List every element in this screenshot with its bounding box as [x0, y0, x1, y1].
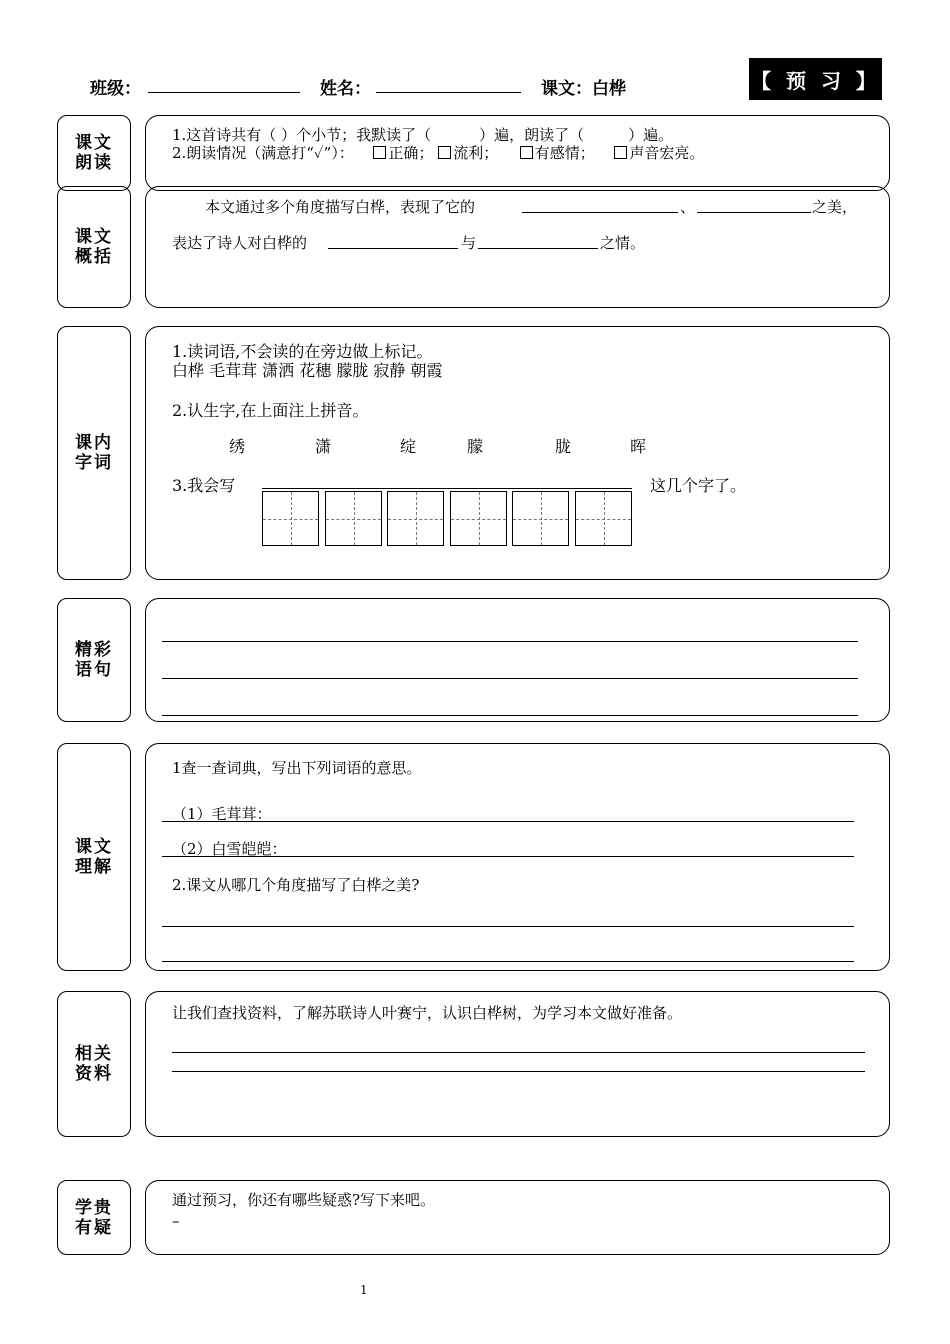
understanding-q1: 1查一查词典，写出下列词语的意思。	[172, 759, 422, 777]
materials-text: 让我们查找资料，了解苏联诗人叶赛宁，认识白桦树，为学习本文做好准备。	[172, 1004, 683, 1022]
reading-q2: 2.朗读情况（满意打“✓”）： 正确； 流利； 有感情； 声音宏亮。	[172, 144, 705, 162]
writing-line[interactable]	[172, 1052, 865, 1053]
section-label-questions: 学贵有疑	[57, 1180, 131, 1255]
writing-line[interactable]	[162, 926, 854, 927]
words-q1: 1.读词语,不会读的在旁边做上标记。	[172, 342, 433, 361]
class-label: 班级：	[90, 79, 141, 99]
writing-cell[interactable]	[262, 491, 319, 546]
understanding-item1: （1）毛茸茸：	[172, 805, 272, 823]
char-3: 绽	[400, 437, 417, 456]
char-2: 潇	[315, 437, 332, 456]
lesson-title: 课文：白桦	[541, 79, 626, 99]
writing-line[interactable]	[162, 715, 858, 716]
writing-cell[interactable]	[325, 491, 382, 546]
char-4: 朦	[467, 437, 484, 456]
words-q3-end: 这几个字了。	[650, 476, 747, 495]
writing-line[interactable]	[162, 821, 854, 822]
char-5: 胧	[555, 437, 572, 456]
writing-line[interactable]	[162, 856, 854, 857]
summary-blank-4[interactable]	[478, 248, 598, 249]
name-input-line[interactable]	[376, 92, 521, 93]
sentences-box	[145, 598, 890, 722]
section-label-summary: 课文概括	[57, 186, 131, 308]
summary-line1-text: 本文通过多个角度描写白桦，表现了它的	[205, 198, 476, 216]
understanding-item2: （2）白雪皑皑：	[172, 840, 287, 858]
questions-dash: –	[172, 1212, 180, 1230]
summary-line2-mid: 与	[461, 234, 477, 252]
writing-grid-topline	[262, 488, 632, 489]
writing-cell[interactable]	[450, 491, 507, 546]
summary-line2-text: 表达了诗人对白桦的	[172, 234, 308, 252]
writing-cell[interactable]	[575, 491, 632, 546]
class-input-line[interactable]	[148, 92, 300, 93]
reading-q1: 1.这首诗共有（ ）个小节；我默读了（ ）遍，朗读了（ ）遍。	[172, 126, 674, 144]
summary-line1-end: 之美，	[812, 198, 858, 216]
words-q3: 3.我会写	[172, 476, 236, 495]
questions-text: 通过预习，你还有哪些疑惑?写下来吧。	[172, 1191, 436, 1209]
understanding-q2: 2.课文从哪几个角度描写了白桦之美?	[172, 876, 420, 894]
words-list: 白桦 毛茸茸 潇洒 花穗 朦胧 寂静 朝霞	[172, 361, 443, 380]
checkbox-loud[interactable]: 声音宏亮。	[614, 144, 704, 162]
writing-line[interactable]	[162, 641, 858, 642]
summary-blank-1[interactable]	[522, 212, 678, 213]
name-label: 姓名：	[320, 79, 371, 99]
writing-line[interactable]	[172, 1071, 865, 1072]
checkbox-correct[interactable]: 正确；	[373, 144, 433, 162]
writing-cell[interactable]	[387, 491, 444, 546]
writing-line[interactable]	[162, 678, 858, 679]
page-number: 1	[360, 1283, 368, 1297]
summary-line2-end: 之情。	[600, 234, 646, 252]
section-label-reading: 课文朗读	[57, 115, 131, 191]
char-6: 晖	[630, 437, 647, 456]
section-label-materials: 相关资料	[57, 991, 131, 1137]
writing-cell[interactable]	[512, 491, 569, 546]
checkbox-emotion[interactable]: 有感情；	[520, 144, 595, 162]
writing-line[interactable]	[162, 961, 854, 962]
section-label-sentences: 精彩语句	[57, 598, 131, 722]
section-label-understanding: 课文理解	[57, 743, 131, 971]
summary-blank-2[interactable]	[697, 212, 811, 213]
char-1: 绣	[229, 437, 246, 456]
preview-badge: 【 预 习 】	[749, 58, 882, 100]
section-label-words: 课内字词	[57, 326, 131, 580]
words-q2: 2.认生字,在上面注上拼音。	[172, 401, 369, 420]
checkbox-fluent[interactable]: 流利；	[438, 144, 498, 162]
summary-blank-3[interactable]	[328, 248, 458, 249]
summary-separator: 、	[680, 198, 696, 216]
